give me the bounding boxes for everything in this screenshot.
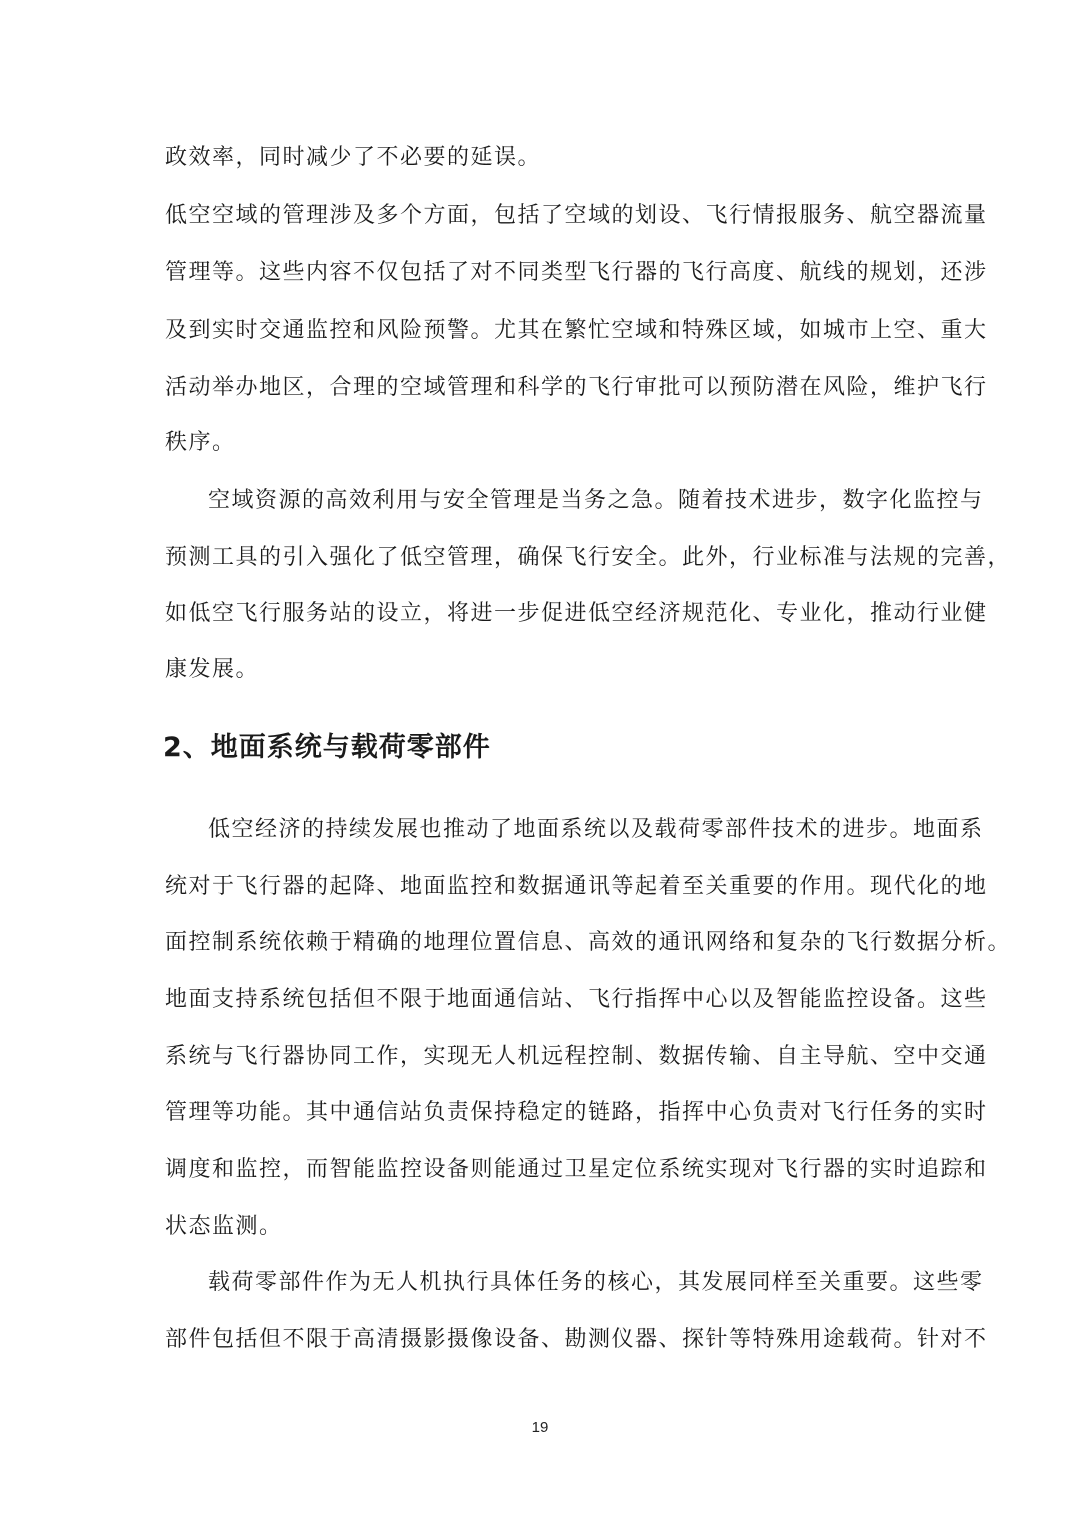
paragraph-line: 政效率，同时减少了不必要的延误。 <box>165 145 542 170</box>
paragraph-line: 状态监测。 <box>165 1214 283 1239</box>
paragraph-line: 部件包括但不限于高清摄影摄像设备、勘测仪器、探针等特殊用途载荷。针对不 <box>165 1327 988 1352</box>
paragraph-line: 低空空域的管理涉及多个方面，包括了空域的划设、飞行情报服务、航空器流量 <box>165 203 988 228</box>
paragraph-line: 管理等功能。其中通信站负责保持稳定的链路，指挥中心负责对飞行任务的实时 <box>165 1100 988 1125</box>
paragraph-line: 活动举办地区，合理的空域管理和科学的飞行审批可以预防潜在风险，维护飞行 <box>165 375 988 400</box>
paragraph-line: 空域资源的高效利用与安全管理是当务之急。随着技术进步，数字化监控与 <box>208 488 984 513</box>
section-heading: 2、地面系统与载荷零部件 <box>163 732 491 763</box>
paragraph-line: 低空经济的持续发展也推动了地面系统以及载荷零部件技术的进步。地面系 <box>208 817 984 842</box>
paragraph-line: 康发展。 <box>165 657 260 682</box>
paragraph-line: 面控制系统依赖于精确的地理位置信息、高效的通讯网络和复杂的飞行数据分析。 <box>165 930 1012 955</box>
paragraph-line: 预测工具的引入强化了低空管理，确保飞行安全。此外，行业标准与法规的完善， <box>165 545 1012 570</box>
paragraph-line: 管理等。这些内容不仅包括了对不同类型飞行器的飞行高度、航线的规划，还涉 <box>165 260 988 285</box>
paragraph-line: 统对于飞行器的起降、地面监控和数据通讯等起着至关重要的作用。现代化的地 <box>165 874 988 899</box>
paragraph-line: 及到实时交通监控和风险预警。尤其在繁忙空域和特殊区域，如城市上空、重大 <box>165 318 988 343</box>
paragraph-line: 如低空飞行服务站的设立，将进一步促进低空经济规范化、专业化，推动行业健 <box>165 601 988 626</box>
page-number: 19 <box>531 1419 549 1436</box>
paragraph-line: 系统与飞行器协同工作，实现无人机远程控制、数据传输、自主导航、空中交通 <box>165 1044 988 1069</box>
paragraph-line: 调度和监控，而智能监控设备则能通过卫星定位系统实现对飞行器的实时追踪和 <box>165 1157 988 1182</box>
paragraph-line: 载荷零部件作为无人机执行具体任务的核心，其发展同样至关重要。这些零 <box>208 1270 984 1295</box>
paragraph-line: 秩序。 <box>165 430 236 455</box>
paragraph-line: 地面支持系统包括但不限于地面通信站、飞行指挥中心以及智能监控设备。这些 <box>165 987 988 1012</box>
